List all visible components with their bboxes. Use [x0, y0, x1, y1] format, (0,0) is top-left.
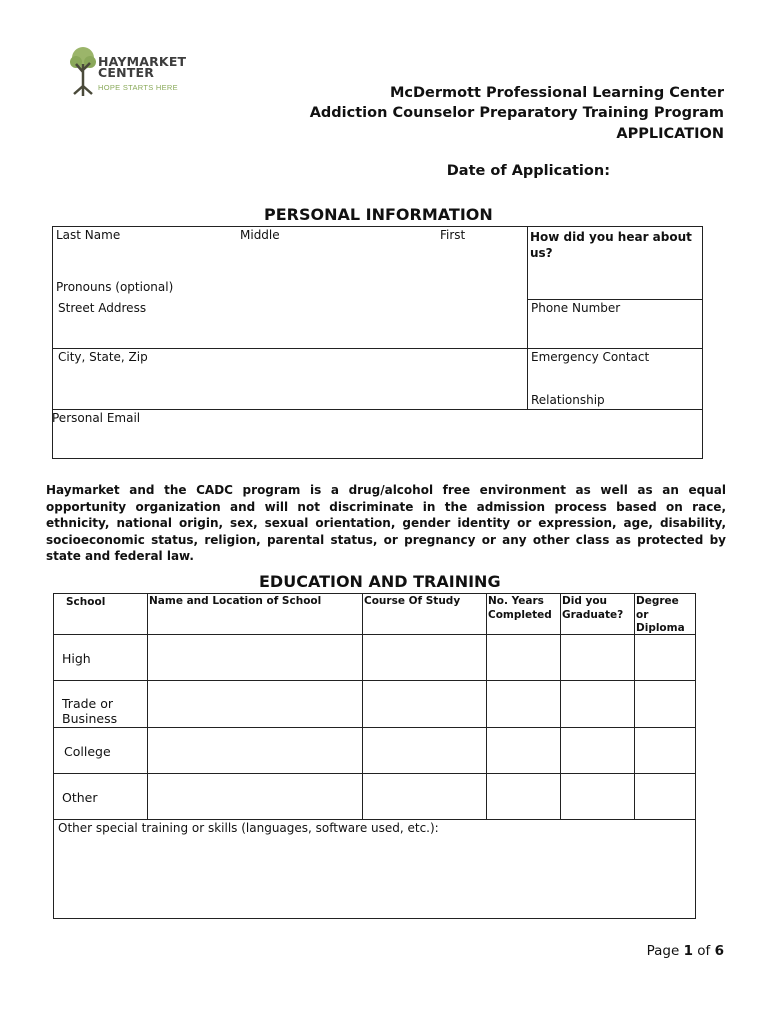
middle-name-field[interactable]: Middle [240, 228, 280, 242]
row-label-high: High [62, 651, 91, 666]
logo-name: HAYMARKET CENTER [98, 54, 187, 80]
special-training-field[interactable]: Other special training or skills (languages, software used, etc.): [58, 821, 439, 835]
relationship-field[interactable]: Relationship [531, 393, 605, 407]
hear-about-field[interactable]: How did you hear about us? [530, 230, 692, 260]
col-header-years: No. Years Completed [488, 595, 552, 621]
phone-number-field[interactable]: Phone Number [531, 301, 621, 315]
col-header-name-location: Name and Location of School [149, 595, 322, 607]
logo-tagline: HOPE STARTS HERE [98, 83, 178, 92]
col-header-school: School [66, 596, 106, 608]
last-name-field[interactable]: Last Name [56, 228, 121, 242]
street-address-field[interactable]: Street Address [58, 301, 147, 315]
header-line-2: Addiction Counselor Preparatory Training Program [309, 105, 724, 121]
first-name-field[interactable]: First [440, 228, 466, 242]
nondiscrimination-notice: Haymarket and the CADC program is a drug/alcohol free environment as well as an equal opportunity organization and will not discriminate in the admission process based on race, ethnicity, national origin, sex, sexual orientation, gender identity or expression, age, disability, socioeconomic status, religion, parental status, or pregnancy or any other class as protected by state and federal law. [46, 483, 726, 563]
pronouns-field[interactable]: Pronouns (optional) [56, 280, 174, 294]
header-line-3: APPLICATION [616, 126, 724, 142]
city-state-zip-field[interactable]: City, State, Zip [58, 350, 148, 364]
emergency-contact-field[interactable]: Emergency Contact [531, 350, 650, 364]
education-table [53, 593, 696, 919]
header-line-1: McDermott Professional Learning Center [390, 85, 724, 101]
tree-icon [68, 44, 98, 100]
col-header-course: Course Of Study [364, 595, 461, 607]
haymarket-logo [68, 44, 208, 100]
row-label-college: College [64, 744, 111, 759]
page-number: Page 1 of 6 [646, 943, 724, 959]
row-label-other: Other [62, 790, 98, 805]
personal-info-title: PERSONAL INFORMATION [264, 205, 493, 224]
col-header-degree: Degree or Diploma [636, 595, 685, 634]
row-label-trade: Trade or Business [62, 696, 118, 726]
date-of-application-label: Date of Application: [446, 163, 610, 179]
education-title: EDUCATION AND TRAINING [259, 572, 501, 591]
personal-email-field[interactable]: Personal Email [52, 411, 141, 425]
col-header-graduate: Did you Graduate? [562, 595, 624, 621]
